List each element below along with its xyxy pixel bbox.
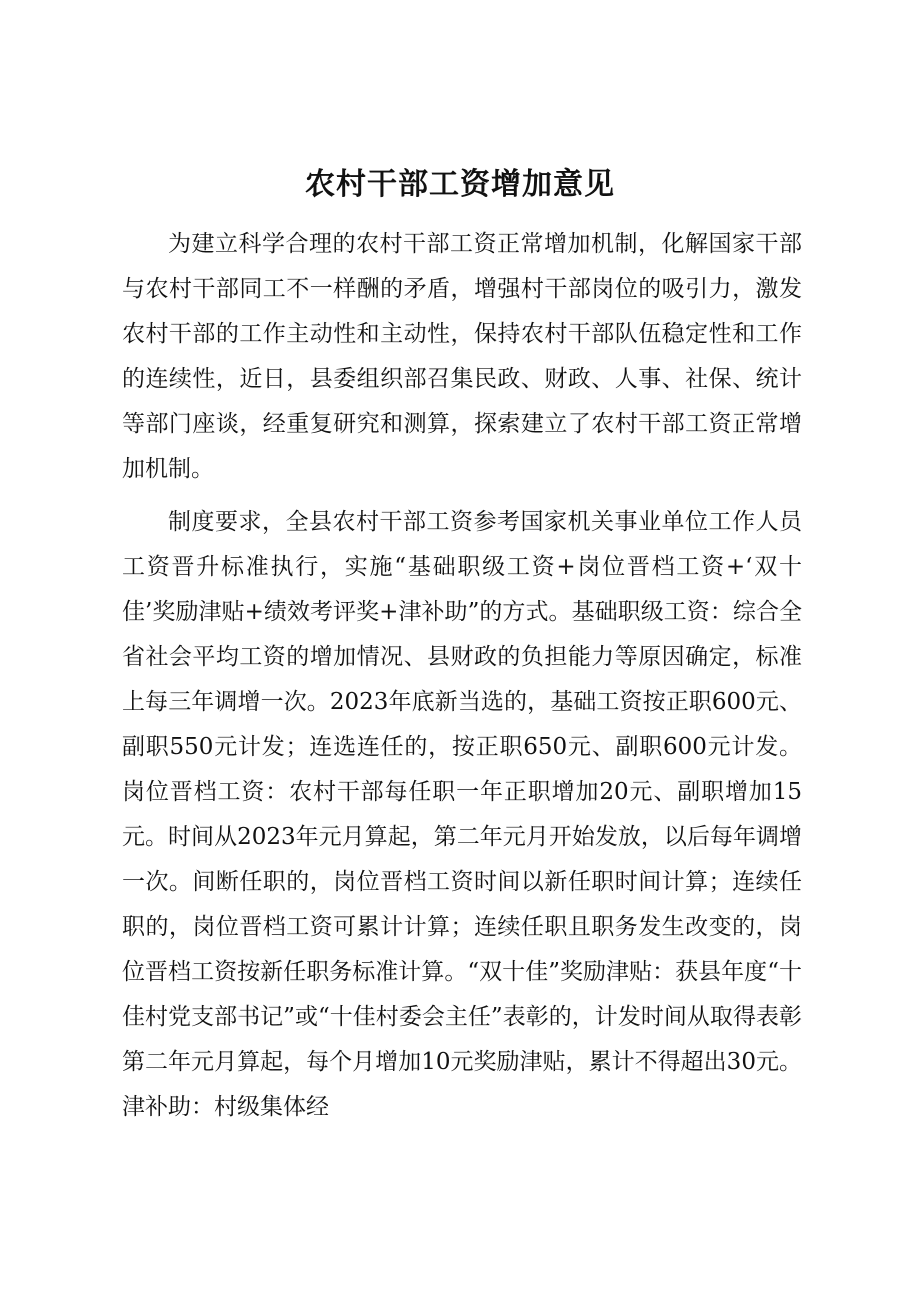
paragraph: 制度要求，全县农村干部工资参考国家机关事业单位工作人员工资晋升标准执行，实施“基础职级工资+岗位晋档工资+‘双十佳’奖励津贴+绩效考评奖+津补助”的方式。基础职级工资：综合全省社会平均工资的增加情况、县财政的负担能力等原因确定，标准上每三年调增一次。2023年底新当选的，基础工资按正职600元、副职550元计发；连选连任的，按正职650元、副职600元计发。岗位晋档工资：农村干部每任职一年正职增加20元、副职增加15元。时间从2023年元月算起，第二年元月开始发放，以后每年调增一次。间断任职的，岗位晋档工资时间以新任职时间计算；连续任职的，岗位晋档工资可累计计算；连续任职且职务发生改变的，岗位晋档工资按新任职务标准计算。“双十佳”奖励津贴：获县年度“十佳村党支部书记”或“十佳村委会主任”表彰的，计发时间从取得表彰第二年元月算起，每个月增加10元奖励津贴，累计不得超出30元。津补助：村级集体经 bbox=[122, 509, 802, 1120]
paragraph: 为建立科学合理的农村干部工资正常增加机制，化解国家干部与农村干部同工不一样酬的矛盾，增强村干部岗位的吸引力，激发农村干部的工作主动性和主动性，保持农村干部队伍稳定性和工作的连续性，近日，县委组织部召集民政、财政、人事、社保、统计等部门座谈，经重复研究和测算，探索建立了农村干部工资正常增加机制。 bbox=[122, 231, 802, 482]
document-title: 农村干部工资增加意见 bbox=[305, 167, 615, 202]
document-body bbox=[122, 222, 802, 1130]
